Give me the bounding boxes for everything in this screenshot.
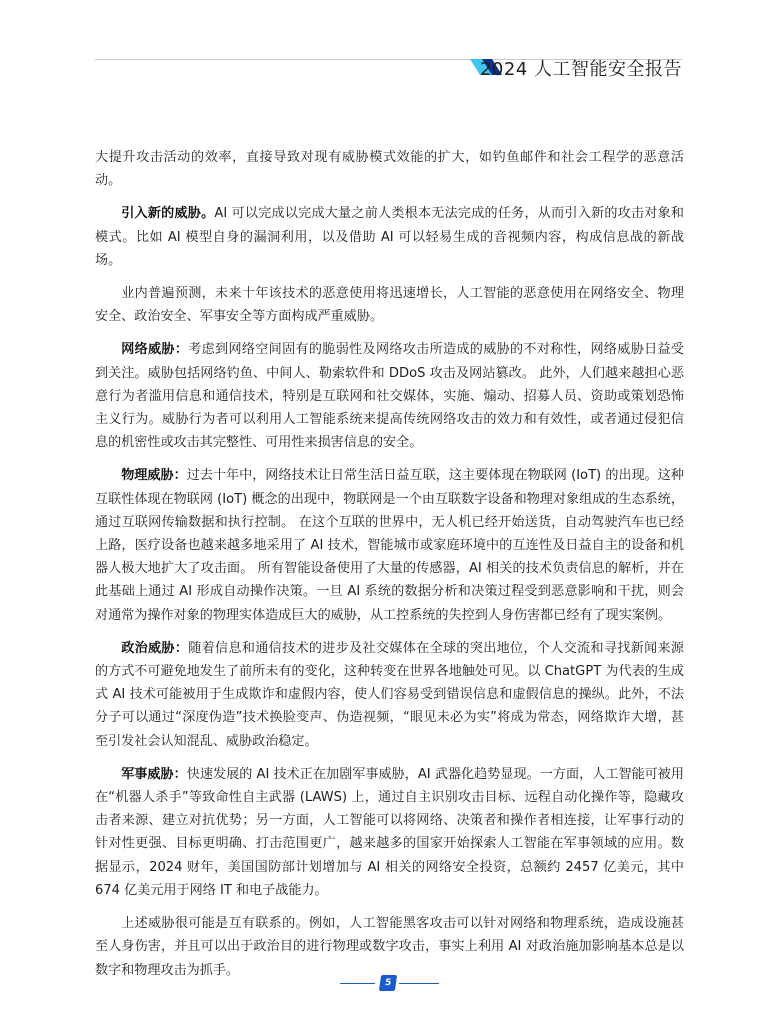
paragraph-text: 考虑到网络空间固有的脆弱性及网络攻击所造成的威胁的不对称性，网络威胁日益受到关注。威胁包括网络钓鱼、中间人、勒索软件和 DDoS 攻击及网站篡改。 此外，人们越来越担心恶意行为者滥用信息和通信技术，特别是互联网和社交媒体，实施、煽动、招募人员、资助或策划恐怖主义行为。威胁行为者可以利用人工智能系统来提高传统网络攻击的效力和有效性，或者通过侵犯信息的机密性或攻击其完整性、可用性来损害信息的安全。 [95, 342, 685, 451]
footer-line-left [340, 983, 375, 984]
paragraph-lead: 军事威胁： [121, 766, 187, 782]
paragraph-political-threats [95, 637, 684, 753]
paragraph-text: AI 可以完成以完成大量之前人类根本无法完成的任务，从而引入新的攻击对象和模式。比如 AI 模型自身的漏洞利用，以及借助 AI 可以轻易生成的音视频内容，构成信息战的新战场。 [95, 206, 685, 268]
paragraph-physical-threats [95, 464, 684, 626]
paragraph-forecast [95, 282, 684, 328]
paragraph-text: 大提升攻击活动的效率，直接导致对现有威胁模式效能的扩大，如钓鱼邮件和社会工程学的恶意活动。 [95, 150, 684, 189]
paragraph-military-threats [95, 763, 684, 902]
paragraph-lead: 网络威胁： [121, 342, 189, 358]
paragraph-new-threats [95, 202, 684, 272]
paragraph-text: 随着信息和通信技术的进步及社交媒体在全球的突出地位，个人交流和寻找新闻来源的方式不可避免地发生了前所未有的变化，这种转变在世界各地触处可见。以 ChatGPT 为代表的生成式 AI 技术可能被用于生成欺诈和虚假内容，使人们容易受到错误信息和虚假信息的操纵。此外，不法分子可以通过“深度伪造”技术换脸变声、伪造视频，“眼见未必为实”将成为常态，网络欺诈大增，甚至引发社会认知混乱、威胁政治稳定。 [95, 640, 685, 749]
paragraph-lead: 物理威胁： [121, 468, 187, 484]
page-footer [0, 972, 777, 996]
paragraph-cyber-threats [95, 338, 684, 454]
page-number-badge: 5 [379, 975, 397, 991]
paragraph-text: 过去十年中，网络技术让日常生活日益互联，这主要体现在物联网 (IoT) 的出现。这种互联性体现在物联网 (IoT) 概念的出现中，物联网是一个由互联数字设备和物理对象组成的生态系统，通过互联网传输数据和执行控制。 在这个互联的世界中，无人机已经开始送货，自动驾驶汽车也已经上路，医疗设备也越来越多地采用了 AI 技术，智能城市或家庭环境中的互连性及日益自主的设备和机器人极大地扩大了攻击面。 所有智能设备使用了大量的传感器，AI 相关的技术负责信息的解析，并在此基础上通过 AI 形成自动操作决策。一旦 AI 系统的数据分析和决策过程受到恶意影响和干扰，则会对通常为操作对象的物理实体造成巨大的威胁，从工控系统的失控到人身伤害都已经有了现实案例。 [95, 468, 684, 623]
paragraph-lead: 引入新的威胁。 [121, 206, 215, 222]
paragraph-text: 业内普遍预测，未来十年该技术的恶意使用将迅速增长，人工智能的恶意使用在网络安全、物理安全、政治安全、军事安全等方面构成严重威胁。 [95, 286, 684, 325]
report-body [95, 146, 684, 992]
footer-line-right [399, 983, 439, 984]
report-title: 2024 人工智能安全报告 [479, 59, 682, 80]
paragraph-text: 快速发展的 AI 技术正在加剧军事威胁，AI 武器化趋势显现。一方面，人工智能可被用在“机器人杀手”等致命性自主武器 (LAWS) 上，通过自主识别攻击目标、远程自动化操作等，隐藏攻击者来源、建立对抗优势；另一方面，人工智能可以将网络、决策者和操作者相连接，让军事行动的针对性更强、目标更明确、打击范围更广，越来越多的国家开始探索人工智能在军事领域的应用。数据显示，2024 财年，美国国防部计划增加与 AI 相关的网络安全投资，总额约 2457 亿美元，其中 674 亿美元用于网络 IT 和电子战能力。 [95, 766, 685, 898]
paragraph-lead: 政治威胁： [121, 640, 189, 656]
paragraph-text: 上述威胁很可能是互有联系的。例如，人工智能黑客攻击可以针对网络和物理系统，造成设施甚至人身伤害，并且可以出于政治目的进行物理或数字攻击，事实上利用 AI 对政治施加影响基本总是以数字和物理攻击为抓手。 [95, 916, 684, 978]
paragraph-continuation [95, 146, 684, 192]
